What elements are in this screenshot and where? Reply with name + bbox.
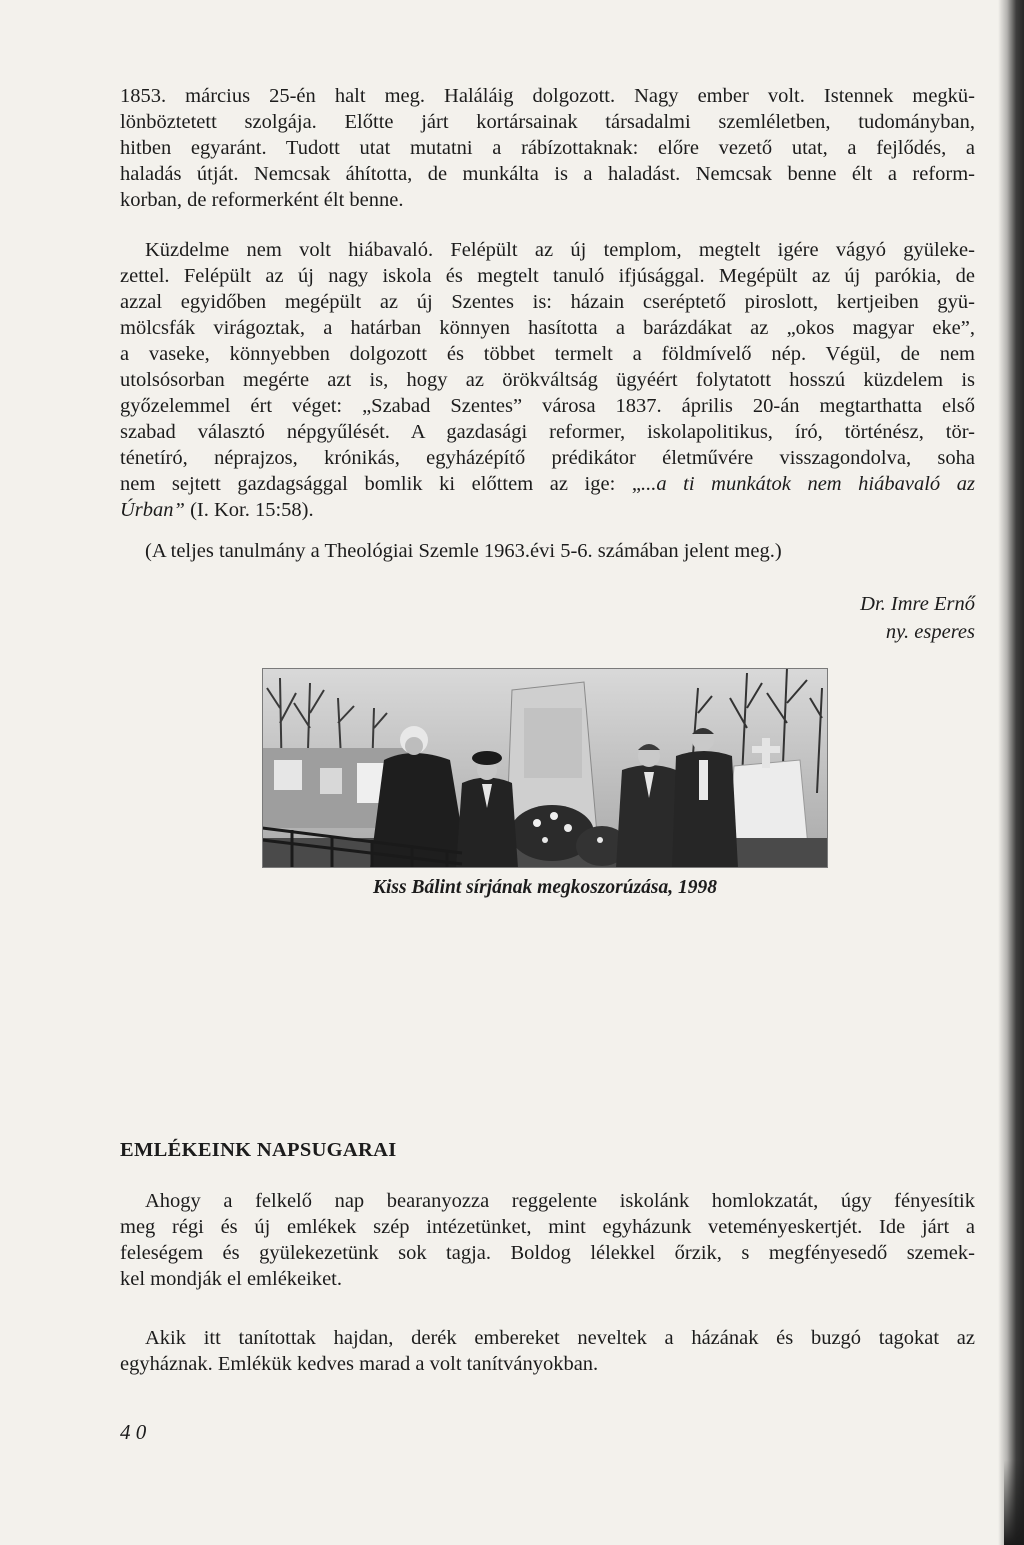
text-line: haladás útját. Nemcsak áhította, de munkálta is a haladást. Nemcsak benne élt a reform-	[120, 163, 975, 185]
text-line: Ahogy a felkelő nap bearanyozza reggelente iskolánk homlokzatát, úgy fényesítik	[145, 1190, 975, 1212]
text-line: 1853. március 25-én halt meg. Haláláig dolgozott. Nagy ember volt. Istennek megkü-	[120, 85, 975, 107]
text-line: szabad választó népgyűlését. A gazdasági reformer, iskolapolitikus, író, történész, tör-	[120, 421, 975, 443]
text-line: hitben egyaránt. Tudott utat mutatni a rábízottaknak: előre vezető utat, a fejlődés, a	[120, 137, 975, 159]
text-line: lönböztetett szolgája. Előtte járt kortársainak társadalmi szemléletben, tudományban,	[120, 111, 975, 133]
text-line: a vaseke, könnyebben dolgozott és többet termelt a földmívelő nép. Végül, de nem	[120, 343, 975, 365]
emphasized-quote: Úrban”	[120, 499, 185, 521]
page-number: 4 0	[120, 1420, 147, 1444]
grave-wreathing-photo	[262, 668, 828, 868]
author-name: Dr. Imre Ernő	[860, 593, 975, 615]
section-heading: EMLÉKEINK NAPSUGARAI	[120, 1139, 397, 1161]
scan-edge-shadow-bottom	[1004, 1460, 1024, 1545]
text-line: Küzdelme nem volt hiábavaló. Felépült az új templom, megtelt igére vágyó gyüleke-	[145, 239, 975, 261]
emphasized-quote: ...a ti munkátok nem hiábavaló az	[640, 473, 975, 495]
tombstone	[274, 760, 302, 790]
section-paragraph-memories	[120, 1188, 975, 1292]
tombstone	[320, 768, 342, 794]
text-line: meg régi és új emlékek szép intézetünket, mint egyházunk veteményeskertjét. Ide járt a	[120, 1216, 975, 1238]
text-line: korban, de reformerként élt benne.	[120, 189, 404, 211]
text-line: egyháznak. Emlékük kedves marad a volt tanítványokban.	[120, 1353, 599, 1375]
text-line: Akik itt tanítottak hajdan, derék embereket neveltek a házának és buzgó tagokat az	[145, 1327, 975, 1349]
text-line: feleségem és gyülekezetünk sok tagja. Boldog lélekkel őrzik, s megfényesedő szemek-	[120, 1242, 975, 1264]
text-segment: nem sejtett gazdagsággal bomlik ki előttem az ige: „	[120, 473, 641, 495]
text-line: győzelemmel ért véget: „Szabad Szentes” városa 1837. április 20-án megtarthatta első	[120, 395, 975, 417]
photo-image	[262, 668, 828, 868]
text-line: ténetíró, néprajzos, krónikás, egyházépítő prédikátor életművére visszagondolva, soha	[120, 447, 975, 469]
monument-inscription-plate	[524, 708, 582, 778]
monument-cross	[752, 746, 780, 753]
author-title: ny. esperes	[885, 621, 975, 643]
text-segment: (I. Kor. 15:58).	[184, 499, 314, 521]
section-paragraph-teachers	[120, 1325, 975, 1377]
text-line: utolsósorban megérte azt is, hogy az örökváltság ügyéért folytatott hosszú küzdelem is	[120, 369, 975, 391]
article-paragraph-struggle	[120, 237, 975, 523]
text-line: azzal egyidőben megépült az új Szentes is: házain cseréptető piroslott, kertjeiben gyü-	[120, 291, 975, 313]
text-line: zettel. Felépült az új nagy iskola és megtelt tanuló ifjúsággal. Megépült az új parókia, de	[120, 265, 975, 287]
source-note: (A teljes tanulmány a Theológiai Szemle 1963.évi 5-6. számában jelent meg.)	[145, 540, 782, 562]
text-line: mölcsfák virágoztak, a határban könnyen hasította a barázdákat az „okos magyar eke”,	[120, 317, 975, 339]
article-paragraph-legacy	[120, 83, 975, 213]
text-line	[120, 471, 975, 497]
text-line: kel mondják el emlékeiket.	[120, 1268, 343, 1290]
text-line	[120, 497, 975, 523]
photo-caption: Kiss Bálint sírjának megkoszorúzása, 1998	[372, 877, 718, 898]
scan-edge-shadow	[998, 0, 1024, 1545]
